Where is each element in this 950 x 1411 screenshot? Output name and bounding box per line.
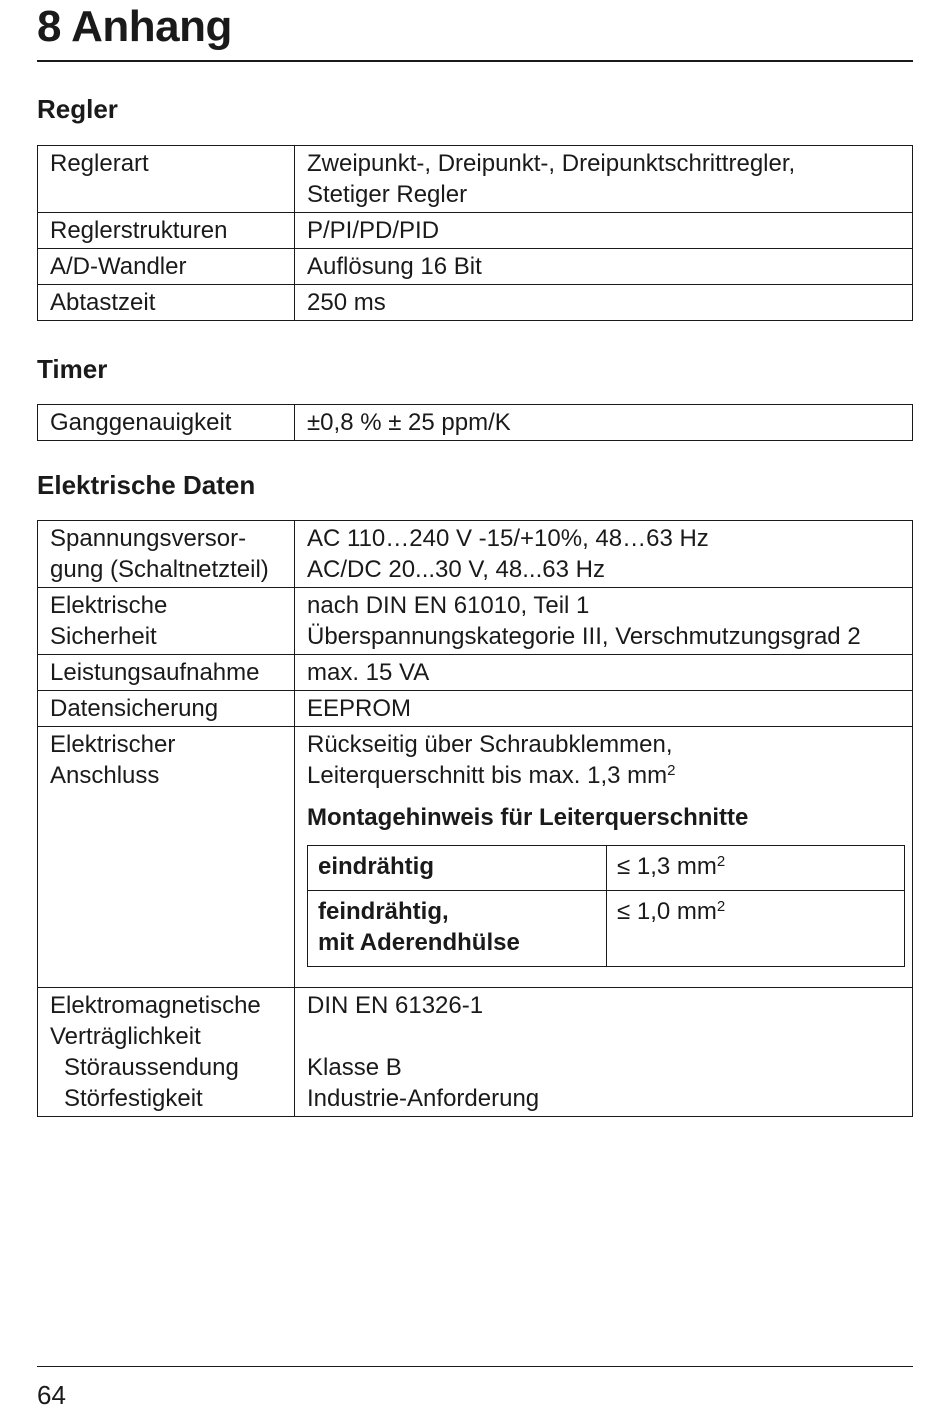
row-value (295, 146, 913, 213)
sub-row-label: eindrähtig (308, 846, 607, 891)
label-line: gung (Schaltnetzteil) (50, 556, 269, 583)
label-line: Sicherheit (50, 623, 157, 650)
timer-table (37, 404, 913, 441)
row-value: 250 ms (295, 285, 913, 321)
row-label (38, 588, 295, 655)
row-value: ±0,8 % ± 25 ppm/K (295, 405, 913, 441)
table-row (38, 988, 913, 1117)
label-line: mit Aderendhülse (318, 929, 520, 956)
label-line: Elektrische (50, 592, 168, 619)
label-line: Anschluss (50, 762, 160, 789)
row-value: max. 15 VA (295, 655, 913, 691)
label-line: Störaussendung (64, 1054, 239, 1081)
value-line: Stetiger Regler (307, 181, 468, 208)
montage-note: Montagehinweis für Leiterquerschnitte (307, 804, 749, 831)
table-row (38, 405, 913, 441)
sub-value-text: ≤ 1,0 mm (617, 898, 717, 925)
regler-table (37, 145, 913, 321)
table-row (38, 691, 913, 727)
row-value (295, 988, 913, 1117)
label-line: Störfestigkeit (64, 1085, 203, 1112)
section-heading-regler: Regler (37, 94, 118, 124)
sub-row-label (308, 891, 607, 967)
row-label (38, 988, 295, 1117)
row-label (38, 521, 295, 588)
value-line: Klasse B (307, 1054, 402, 1081)
table-row (38, 588, 913, 655)
value-line: DIN EN 61326-1 (307, 992, 484, 1019)
leiterquerschnitt-subtable (307, 845, 905, 967)
superscript: 2 (667, 762, 676, 779)
elektrische-daten-table (37, 520, 913, 1117)
section-heading-elektrische-daten: Elektrische Daten (37, 470, 256, 500)
title-divider (37, 60, 913, 62)
value-line: Überspannungskategorie III, Verschmutzungsgrad 2 (307, 623, 861, 650)
table-row (38, 285, 913, 321)
page-number: 64 (37, 1380, 66, 1410)
value-line: AC/DC 20...30 V, 48...63 Hz (307, 556, 605, 583)
superscript: 2 (716, 898, 726, 915)
value-line: Rückseitig über Schraubklemmen, (307, 731, 673, 758)
row-value (295, 521, 913, 588)
row-value: P/PI/PD/PID (295, 213, 913, 249)
table-row (308, 891, 905, 967)
value-line: nach DIN EN 61010, Teil 1 (307, 592, 590, 619)
section-heading-timer: Timer (37, 354, 108, 384)
value-line: Zweipunkt-, Dreipunkt-, Dreipunktschrittregler, (307, 150, 796, 177)
value-line: AC 110…240 V -15/+10%, 48…63 Hz (307, 525, 709, 552)
row-label: Datensicherung (38, 691, 295, 727)
sub-value-text: ≤ 1,3 mm (617, 853, 717, 880)
label-line: feindrähtig, (318, 898, 449, 925)
label-line: Elektrischer (50, 731, 176, 758)
row-label: Leistungsaufnahme (38, 655, 295, 691)
value-line: Industrie-Anforderung (307, 1085, 540, 1112)
row-label: A/D-Wandler (38, 249, 295, 285)
label-line: Elektromagnetische (50, 992, 261, 1019)
row-label (38, 727, 295, 988)
label-line: Verträglichkeit (50, 1023, 201, 1050)
label-line: Spannungsversor- (50, 525, 247, 552)
table-row (38, 249, 913, 285)
row-label: Ganggenauigkeit (38, 405, 295, 441)
table-row (38, 213, 913, 249)
row-value: Auflösung 16 Bit (295, 249, 913, 285)
value-line: Leiterquerschnitt bis max. 1,3 mm (307, 762, 668, 789)
table-row (38, 727, 913, 988)
row-label: Reglerart (38, 146, 295, 213)
table-row (38, 655, 913, 691)
table-row (308, 846, 905, 891)
row-label: Reglerstrukturen (38, 213, 295, 249)
row-value (295, 588, 913, 655)
sub-row-value (607, 846, 905, 891)
row-label: Abtastzeit (38, 285, 295, 321)
footer-divider (37, 1366, 913, 1367)
sub-row-value (607, 891, 905, 967)
page-title: 8 Anhang (37, 2, 232, 51)
table-row (38, 521, 913, 588)
row-value (295, 727, 913, 988)
row-value: EEPROM (295, 691, 913, 727)
superscript: 2 (716, 853, 726, 870)
value-line-empty (307, 1021, 902, 1052)
table-row (38, 146, 913, 213)
